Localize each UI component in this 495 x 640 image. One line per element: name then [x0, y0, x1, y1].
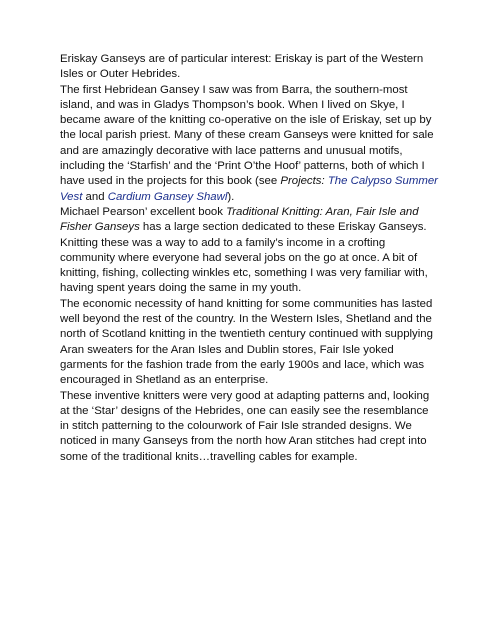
and-word: and: [82, 190, 108, 203]
paragraph-pearson-start: Michael Pearson’ excellent book: [60, 205, 227, 218]
projects-label: Projects:: [280, 175, 328, 188]
paragraph-hebridean-text: The first Hebridean Gansey I saw was from Barra, the southern-most island, and was in Gladys Thompson’s book. When I lived on Skye, I became aware of the knitting co-operative on the isle of Eriskay, set up by the local parish priest. Many of these cream Ganseys were knitted for sale and are amazingly decorative with lace patterns and unusual motifs, including the ‘Starfish’ and the ‘Print O’the Hoof’ patterns, both of which I have used in the projects for this book (see: [60, 83, 434, 188]
paragraph-intro: Eriskay Ganseys are of particular interest: Eriskay is part of the Western Isles or Outer Hebrides.: [60, 53, 424, 81]
link-calypso-summer-vest[interactable]: The Calypso Summer Vest: [60, 175, 438, 203]
paragraph-close: ).: [227, 190, 235, 203]
paragraph-inventive-knitters: These inventive knitters were very good at adapting patterns and, looking at the ‘Star’ designs of the Hebrides, one can easily see the resemblance in stitch patterning to the colourwork of Fair Isle stranded designs. We noticed in many Ganseys from the north how Aran stitches had crept into some of the traditional knits…travelling cables for example.: [60, 389, 430, 463]
paragraph-hebridean-gansey: [60, 83, 440, 205]
paragraph-michael-pearson: [60, 205, 440, 297]
document-body: [60, 52, 440, 465]
book-title: Traditional Knitting: Aran, Fair Isle and Fisher Ganseys: [60, 205, 419, 234]
paragraph-economic-necessity: The economic necessity of hand knitting for some communities has lasted well beyond the rest of the country. In the Western Isles, Shetland and the north of Scotland knitting in the twentieth century continued with supplying Aran sweaters for the Aran Isles and Dublin stores, Fair Isle yoked garments for the fashion trade from the early 1900s and lace, which was encouraged in Shetland as an enterprise.: [60, 297, 433, 387]
paragraph-pearson-rest: has a large section dedicated to these Eriskay Ganseys. Knitting these was a way to add to a family’s income in a crofting community where everyone had several jobs on the go at once. A bit of knitting, fishing, collecting winkles etc, something I was very familiar with, having spent years doing the same in my youth.: [60, 221, 428, 295]
link-cardium-gansey-shawl[interactable]: Cardium Gansey Shawl: [107, 190, 228, 203]
